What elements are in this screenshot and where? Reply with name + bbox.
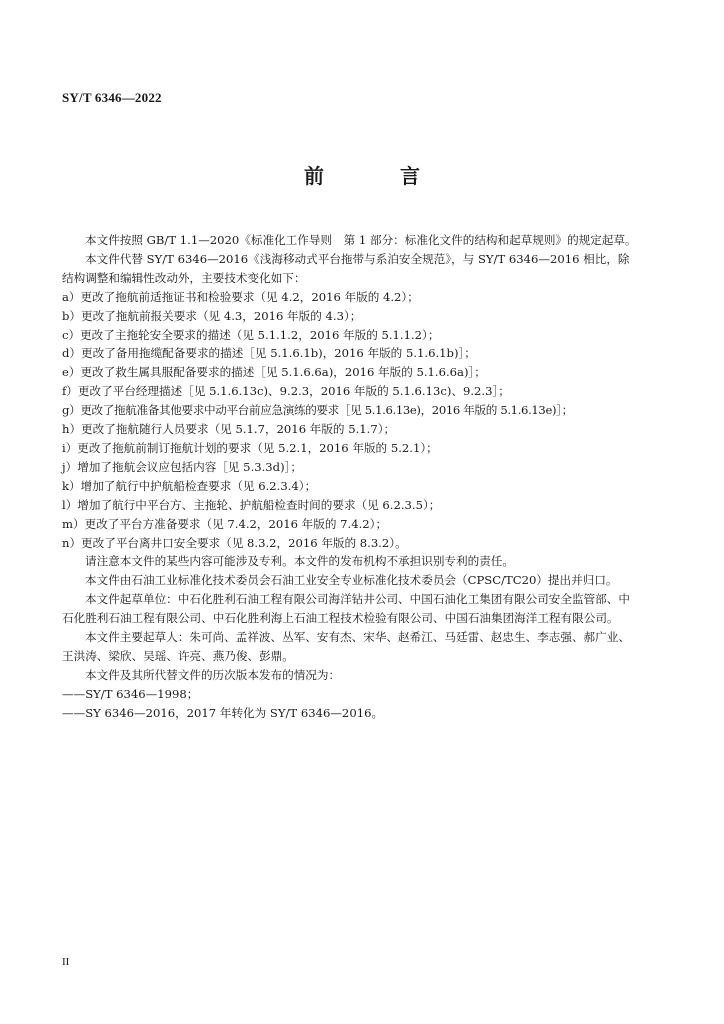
change-list-item: h）更改了拖航随行人员要求（见 5.1.7，2016 年版的 5.1.7）； <box>62 422 396 437</box>
history-list-item: ——SY/T 6346—1998； <box>62 686 199 701</box>
history-list-item: ——SY 6346—2016，2017 年转化为 SY/T 6346—2016。 <box>62 705 384 720</box>
change-list-item: g）更改了拖航准备其他要求中动平台前应急演练的要求［见 5.1.6.13e)，2016 年版的 5.1.6.13e)］； <box>62 403 573 418</box>
change-list-item: d）更改了备用拖缆配备要求的描述［见 5.1.6.1b)，2016 年版的 5.1.6.1b)］； <box>62 346 476 361</box>
proposer-paragraph: 本文件由石油工业标准化技术委员会石油工业安全专业标准化技术委员会（CPSC/TC20）提出并归口。 <box>85 573 618 588</box>
change-list-item: b）更改了拖航前报关要求（见 4.3，2016 年版的 4.3）； <box>62 308 362 323</box>
change-list-item: i）更改了拖航前制订拖航计划的要求（见 5.2.1，2016 年版的 5.2.1）； <box>62 440 438 455</box>
change-list-item: a）更改了拖航前适拖证书和检验要求（见 4.2，2016 年版的 4.2）； <box>62 289 419 304</box>
drafting-rules-paragraph: 本文件按照 GB/T 1.1—2020《标准化工作导则 第 1 部分：标准化文件的结构和起草规则》的规定起草。 <box>85 233 637 247</box>
replacement-paragraph: 本文件代替 SY/T 6346—2016《浅海移动式平台拖带与系泊安全规范》，与 SY/T 6346—2016 相比，除结构调整和编辑性改动外，主要技术变化如下： <box>62 251 630 285</box>
standard-code-header: SY/T 6346—2022 <box>62 90 162 105</box>
change-list-item: m）更改了平台方准备要求（见 7.4.2，2016 年版的 7.4.2）； <box>62 516 388 531</box>
page-number: II <box>62 956 70 968</box>
change-list-item: j）增加了拖航会议应包括内容［见 5.3.3d)］； <box>62 459 303 474</box>
patent-notice: 请注意本文件的某些内容可能涉及专利。本文件的发布机构不承担识别专利的责任。 <box>85 554 514 569</box>
foreword-body <box>62 231 640 723</box>
drafting-units-paragraph: 本文件起草单位：中石化胜利石油工程有限公司海洋钻井公司、中国石油化工集团有限公司安全监管部、中石化胜利石油工程有限公司、中石化胜利海上石油工程技术检验有限公司、中国石油集团海洋工程有限公司。 <box>62 592 630 626</box>
change-list-item: n）更改了平台离井口安全要求（见 8.3.2，2016 年版的 8.3.2）。 <box>62 535 407 550</box>
drafters-paragraph: 本文件主要起草人：朱可尚、孟祥波、丛军、安有杰、宋华、赵希江、马廷雷、赵忠生、李志强、郝广业、王洪涛、梁欣、吴瑶、许亮、燕乃俊、彭鼎。 <box>62 630 630 663</box>
history-intro: 本文件及其所代替文件的历次版本发布的情况为： <box>85 667 341 682</box>
change-list-item: l）增加了航行中平台方、主拖轮、护航船检查时间的要求（见 6.2.3.5）； <box>62 497 441 512</box>
change-list-item: f）更改了平台经理描述［见 5.1.6.13c)、9.2.3，2016 年版的 5.1.6.13c)、9.2.3］； <box>62 384 510 399</box>
page-title: 前 言 <box>304 164 448 188</box>
change-list-item: k）增加了航行中护航船检查要求（见 6.2.3.4）； <box>62 478 317 493</box>
change-list-item: c）更改了主拖轮安全要求的描述（见 5.1.1.2，2016 年版的 5.1.1.2）； <box>62 327 440 342</box>
change-list-item: e）更改了救生属具服配备要求的描述［见 5.1.6.6a)，2016 年版的 5.1.6.6a)］； <box>62 365 486 380</box>
